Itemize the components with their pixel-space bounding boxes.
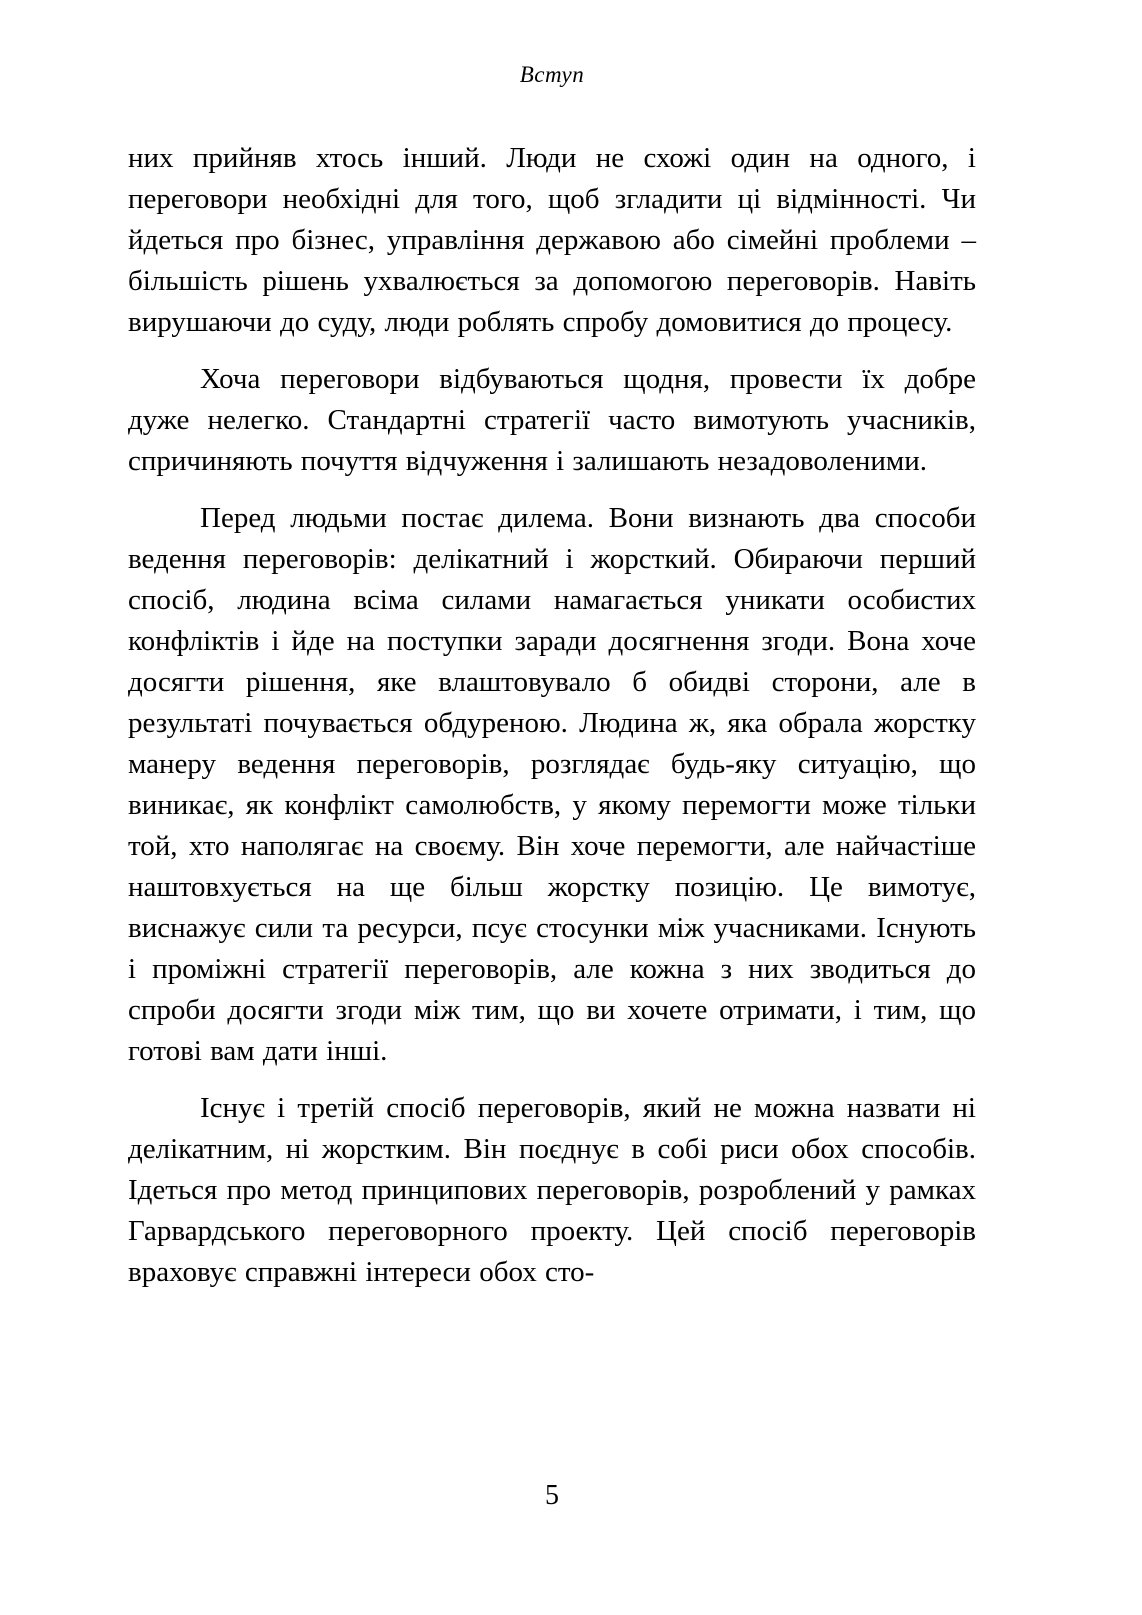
body-paragraph: Існує і третій спосіб переговорів, який не можна назвати ні делікатним, ні жорстким. Він поєднує в собі риси обох способів. Ідеться про метод принципових переговорів, розроблений у рамках Гарвардського переговорного проекту. Цей спосіб переговорів враховує справжні інтереси обох сто- [128, 1092, 976, 1288]
page-number: 5 [545, 1480, 559, 1511]
body-paragraph: Хоча переговори відбуваються щодня, провести їх добре дуже нелегко. Стандартні стратегії часто вимотують учасників, спричиняють почуття відчуження і залишають незадоволеними. [128, 363, 976, 477]
page-body [128, 138, 976, 1309]
running-head: Вступ [519, 62, 585, 87]
body-paragraph: них прийняв хтось інший. Люди не схожі один на одного, і переговори необхідні для того, щоб згладити ці відмінності. Чи йдеться про бізнес, управління державою або сімейні проблеми – більшість рішень ухвалюється за допомогою переговорів. Навіть вирушаючи до суду, люди роблять спробу домовитися до процесу. [128, 142, 976, 338]
body-paragraph: Перед людьми постає дилема. Вони визнають два способи ведення переговорів: делікатний і жорсткий. Обираючи перший спосіб, людина всіма силами намагається уникати особистих конфліктів і йде на поступки заради досягнення згоди. Вона хоче досягти рішення, яке влаштовувало б обидві сторони, але в результаті почувається обдуреною. Людина ж, яка обрала жорстку манеру ведення переговорів, розглядає будь-яку ситуацію, що виникає, як конфлікт самолюбств, у якому перемогти може тільки той, хто наполягає на своєму. Він хоче перемогти, але найчастіше наштовхується на ще більш жорстку позицію. Це вимотує, виснажує сили та ресурси, псує стосунки між учасниками. Існують і проміжні стратегії переговорів, але кожна з них зводиться до спроби досягти згоди між тим, що ви хочете отримати, і тим, що готові вам дати інші. [128, 502, 976, 1067]
